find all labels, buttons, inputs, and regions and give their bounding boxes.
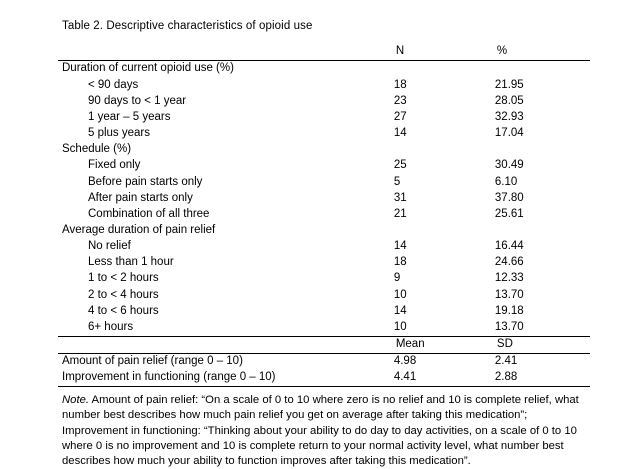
table-row — [58, 93, 590, 109]
row-label: Before pain starts only — [88, 175, 203, 188]
row-mean: 4.98 — [393, 355, 417, 368]
row-pct: 37.80 — [494, 191, 524, 204]
row-label: 5 plus years — [88, 127, 151, 140]
row-label: Improvement in functioning (range 0 – 10) — [58, 370, 388, 387]
row-pct: 25.61 — [494, 207, 524, 220]
row-pct: 28.05 — [494, 94, 524, 107]
table-row — [58, 287, 590, 303]
row-pct: 24.66 — [494, 256, 524, 269]
row-n: 14 — [393, 240, 407, 253]
row-sd: 2.41 — [494, 355, 518, 368]
table-row — [58, 370, 590, 387]
table-row — [58, 142, 590, 158]
note-label-italic: Note. — [62, 394, 90, 407]
row-pct — [489, 61, 590, 78]
row-n: 21 — [393, 207, 407, 220]
row-label: Average duration of pain relief — [62, 224, 216, 237]
opioid-use-table — [58, 44, 590, 387]
row-label: Schedule (%) — [62, 143, 132, 156]
row-label: 4 to < 6 hours — [88, 304, 159, 317]
table-row — [58, 126, 590, 142]
row-label: Amount of pain relief (range 0 – 10) — [62, 355, 243, 368]
row-n: 5 — [393, 175, 401, 188]
table-row — [58, 223, 590, 239]
row-pct: 13.70 — [494, 288, 524, 301]
note-line-1: Amount of pain relief: “On a scale of 0 to 10 where zero is no relief and 10 is complete relief, what number best describes how much pain relief you get on average after taking this medication”; — [62, 394, 579, 422]
row-n — [388, 142, 489, 158]
row-n: 10 — [393, 288, 407, 301]
note-line-2: Improvement in functioning: “Thinking about your ability to do day to day activities, on a scale of 0 to 10 where 0 is no improvement and 10 is complete return to your normal activity level, what number best describes how much your ability to function improves after taking this medication”. — [62, 424, 577, 467]
row-pct: 17.04 — [494, 127, 524, 140]
table-row — [58, 271, 590, 287]
row-n: 14 — [393, 127, 407, 140]
table-row — [58, 77, 590, 93]
row-n: 10 — [388, 320, 489, 337]
table-header-row — [58, 44, 590, 61]
table-row — [58, 239, 590, 255]
row-pct: 16.44 — [494, 240, 524, 253]
header2-mean: Mean — [388, 336, 489, 353]
table-header-row-2 — [58, 336, 590, 353]
row-n: 23 — [393, 94, 407, 107]
table-row — [58, 304, 590, 320]
row-n: 9 — [393, 272, 401, 285]
row-n — [388, 223, 489, 239]
row-label: Combination of all three — [88, 207, 210, 220]
table-body — [58, 44, 590, 387]
row-label: 1 year – 5 years — [88, 110, 171, 123]
row-label: Duration of current opioid use (%) — [58, 61, 388, 78]
row-pct: 6.10 — [494, 175, 518, 188]
header-n: N — [395, 45, 405, 58]
row-pct: 30.49 — [494, 159, 524, 172]
table-title: Table 2. Descriptive characteristics of opioid use — [62, 20, 313, 32]
header2-label — [58, 336, 388, 353]
row-label: 90 days to < 1 year — [88, 94, 187, 107]
header-label — [58, 44, 388, 61]
header-pct: % — [496, 45, 508, 58]
row-n: 14 — [393, 304, 407, 317]
row-n: 27 — [393, 110, 407, 123]
row-mean: 4.41 — [388, 370, 489, 387]
table-row — [58, 174, 590, 190]
row-label: No relief — [88, 240, 131, 253]
row-label: After pain starts only — [88, 191, 193, 204]
table-row — [58, 190, 590, 206]
row-pct: 19.18 — [494, 304, 524, 317]
table-row — [58, 255, 590, 271]
row-pct — [489, 223, 590, 239]
note-label — [62, 394, 89, 406]
row-label: 2 to < 4 hours — [88, 288, 159, 301]
row-n: 25 — [393, 159, 407, 172]
header2-sd: SD — [489, 336, 590, 353]
row-n — [388, 61, 489, 78]
table-row — [58, 158, 590, 174]
row-label: Less than 1 hour — [88, 256, 174, 269]
row-pct: 12.33 — [494, 272, 524, 285]
row-pct: 32.93 — [494, 110, 524, 123]
table-row — [58, 320, 590, 337]
row-pct: 21.95 — [494, 78, 524, 91]
row-label: 6+ hours — [58, 320, 388, 337]
table-row — [58, 110, 590, 126]
table-row — [58, 61, 590, 78]
row-label: < 90 days — [88, 78, 139, 91]
row-n: 31 — [393, 191, 407, 204]
row-label: 1 to < 2 hours — [88, 272, 159, 285]
table-row — [58, 353, 590, 370]
row-pct — [489, 142, 590, 158]
row-n: 18 — [393, 256, 407, 269]
row-sd: 2.88 — [489, 370, 590, 387]
table-note — [58, 393, 590, 469]
row-n: 18 — [393, 78, 407, 91]
row-label: Fixed only — [88, 159, 141, 172]
row-pct: 13.70 — [489, 320, 590, 337]
table-row — [58, 207, 590, 223]
